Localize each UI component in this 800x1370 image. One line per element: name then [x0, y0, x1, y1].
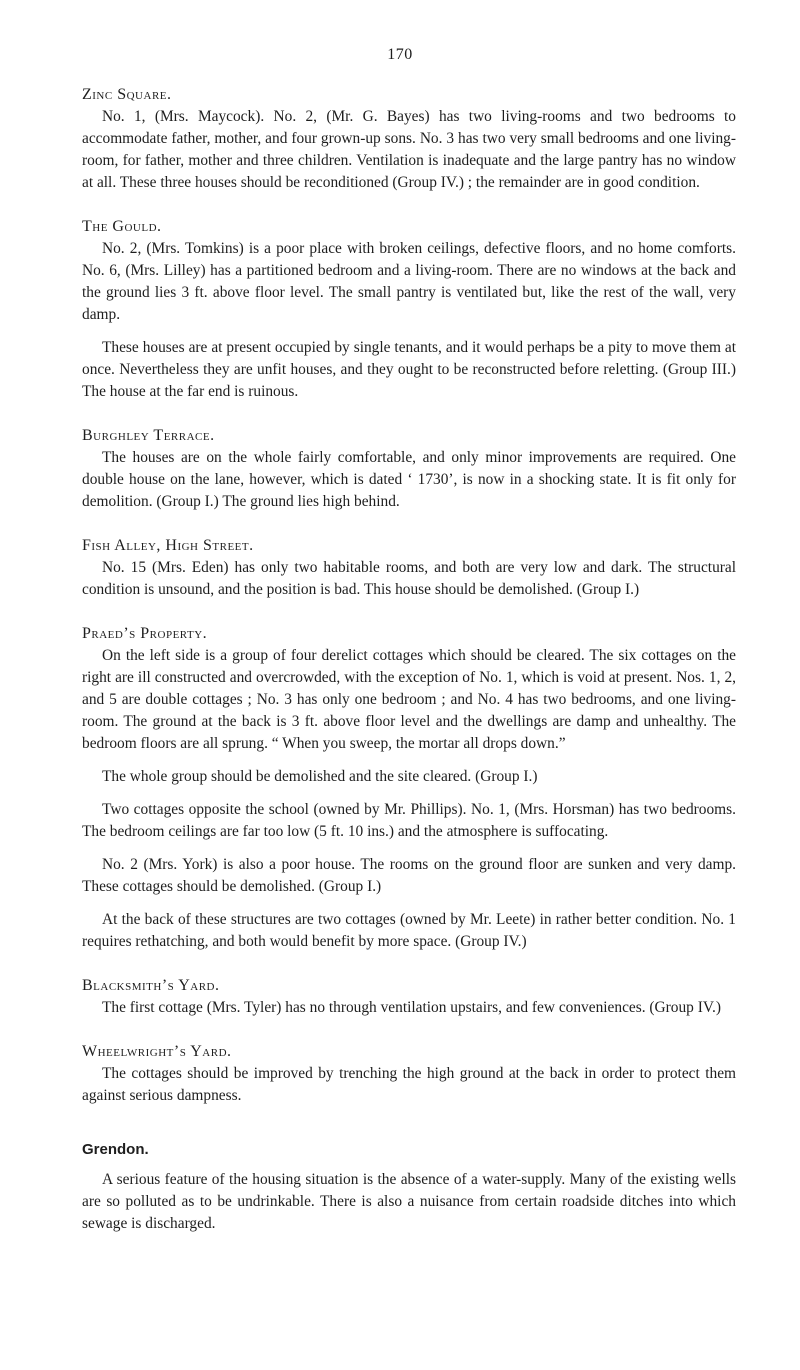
page-number: 170: [387, 46, 413, 63]
paragraph: No. 2 (Mrs. York) is also a poor house. The rooms on the ground floor are sunken and very damp. These cottages should be demolished. (Group I.): [82, 856, 736, 895]
paragraph: No. 1, (Mrs. Maycock). No. 2, (Mr. G. Bayes) has two living-rooms and two bedrooms to accommodate father, mother, and four grown-up sons. No. 3 has two very small bedrooms and one living-room, for father, mother and three children. Ventilation is inadequate and the large pantry has no window at all. These three houses should be reconditioned (Group IV.) ; the remainder are in good condition.: [82, 108, 736, 191]
section-heading: Wheelwright’s Yard.: [82, 1043, 232, 1060]
document-body: [82, 84, 736, 1257]
paragraph: At the back of these structures are two cottages (owned by Mr. Leete) in rather better condition. No. 1 requires rethatching, and both would benefit by more space. (Group IV.): [82, 911, 736, 950]
section-fish-alley: [82, 535, 736, 601]
section-blacksmiths-yard: [82, 975, 736, 1019]
section-heading: Fish Alley, High Street.: [82, 537, 254, 554]
section-grendon: [82, 1139, 736, 1235]
paragraph: Two cottages opposite the school (owned by Mr. Phillips). No. 1, (Mrs. Horsman) has two bedrooms. The bedroom ceilings are far too low (5 ft. 10 ins.) and the atmosphere is suffocating.: [82, 801, 736, 840]
section-heading: The Gould.: [82, 218, 162, 235]
paragraph: A serious feature of the housing situation is the absence of a water-supply. Many of the existing wells are so polluted as to be undrinkable. There is also a nuisance from certain roadside ditches into which sewage is discharged.: [82, 1171, 736, 1232]
section-heading: Blacksmith’s Yard.: [82, 977, 220, 994]
paragraph: The cottages should be improved by trenching the high ground at the back in order to protect them against serious dampness.: [82, 1065, 736, 1104]
paragraph: The houses are on the whole fairly comfortable, and only minor improvements are required. One double house on the lane, however, which is dated ‘ 1730’, is now in a shocking state. It is fit only for demolition. (Group I.) The ground lies high behind.: [82, 449, 736, 510]
paragraph: These houses are at present occupied by single tenants, and it would perhaps be a pity to move them at once. Nevertheless they are unfit houses, and they ought to be reconstructed before reletting. (Group III.) The house at the far end is ruinous.: [82, 339, 736, 400]
section-zinc-square: [82, 84, 736, 194]
section-heading: Zinc Square.: [82, 86, 172, 103]
section-praeds-property: [82, 623, 736, 953]
paragraph: No. 15 (Mrs. Eden) has only two habitable rooms, and both are very low and dark. The structural condition is unsound, and the position is bad. This house should be demolished. (Group I.): [82, 559, 736, 598]
paragraph: No. 2, (Mrs. Tomkins) is a poor place with broken ceilings, defective floors, and no home comforts. No. 6, (Mrs. Lilley) has a partitioned bedroom and a living-room. There are no windows at the back and the ground lies 3 ft. above floor level. The small pantry is ventilated but, like the rest of the wall, very damp.: [82, 240, 736, 323]
section-the-gould: [82, 216, 736, 403]
grendon-heading: Grendon.: [82, 1141, 149, 1158]
section-heading: Burghley Terrace.: [82, 427, 215, 444]
section-wheelwrights-yard: [82, 1041, 736, 1107]
section-heading: Praed’s Property.: [82, 625, 208, 642]
paragraph: On the left side is a group of four derelict cottages which should be cleared. The six cottages on the right are ill constructed and overcrowded, with the exception of No. 1, which is void at present. Nos. 1, 2, and 5 are double cottages ; No. 3 has only one bedroom ; and No. 4 has two bedrooms, and one living-room. The ground at the back is 3 ft. above floor level and the dwellings are damp and unhealthy. The bedroom floors are all sprung. “ When you sweep, the mortar all drops down.”: [82, 647, 736, 752]
paragraph: The first cottage (Mrs. Tyler) has no through ventilation upstairs, and few conveniences. (Group IV.): [102, 999, 721, 1016]
paragraph: The whole group should be demolished and the site cleared. (Group I.): [102, 768, 538, 785]
section-burghley-terrace: [82, 425, 736, 513]
